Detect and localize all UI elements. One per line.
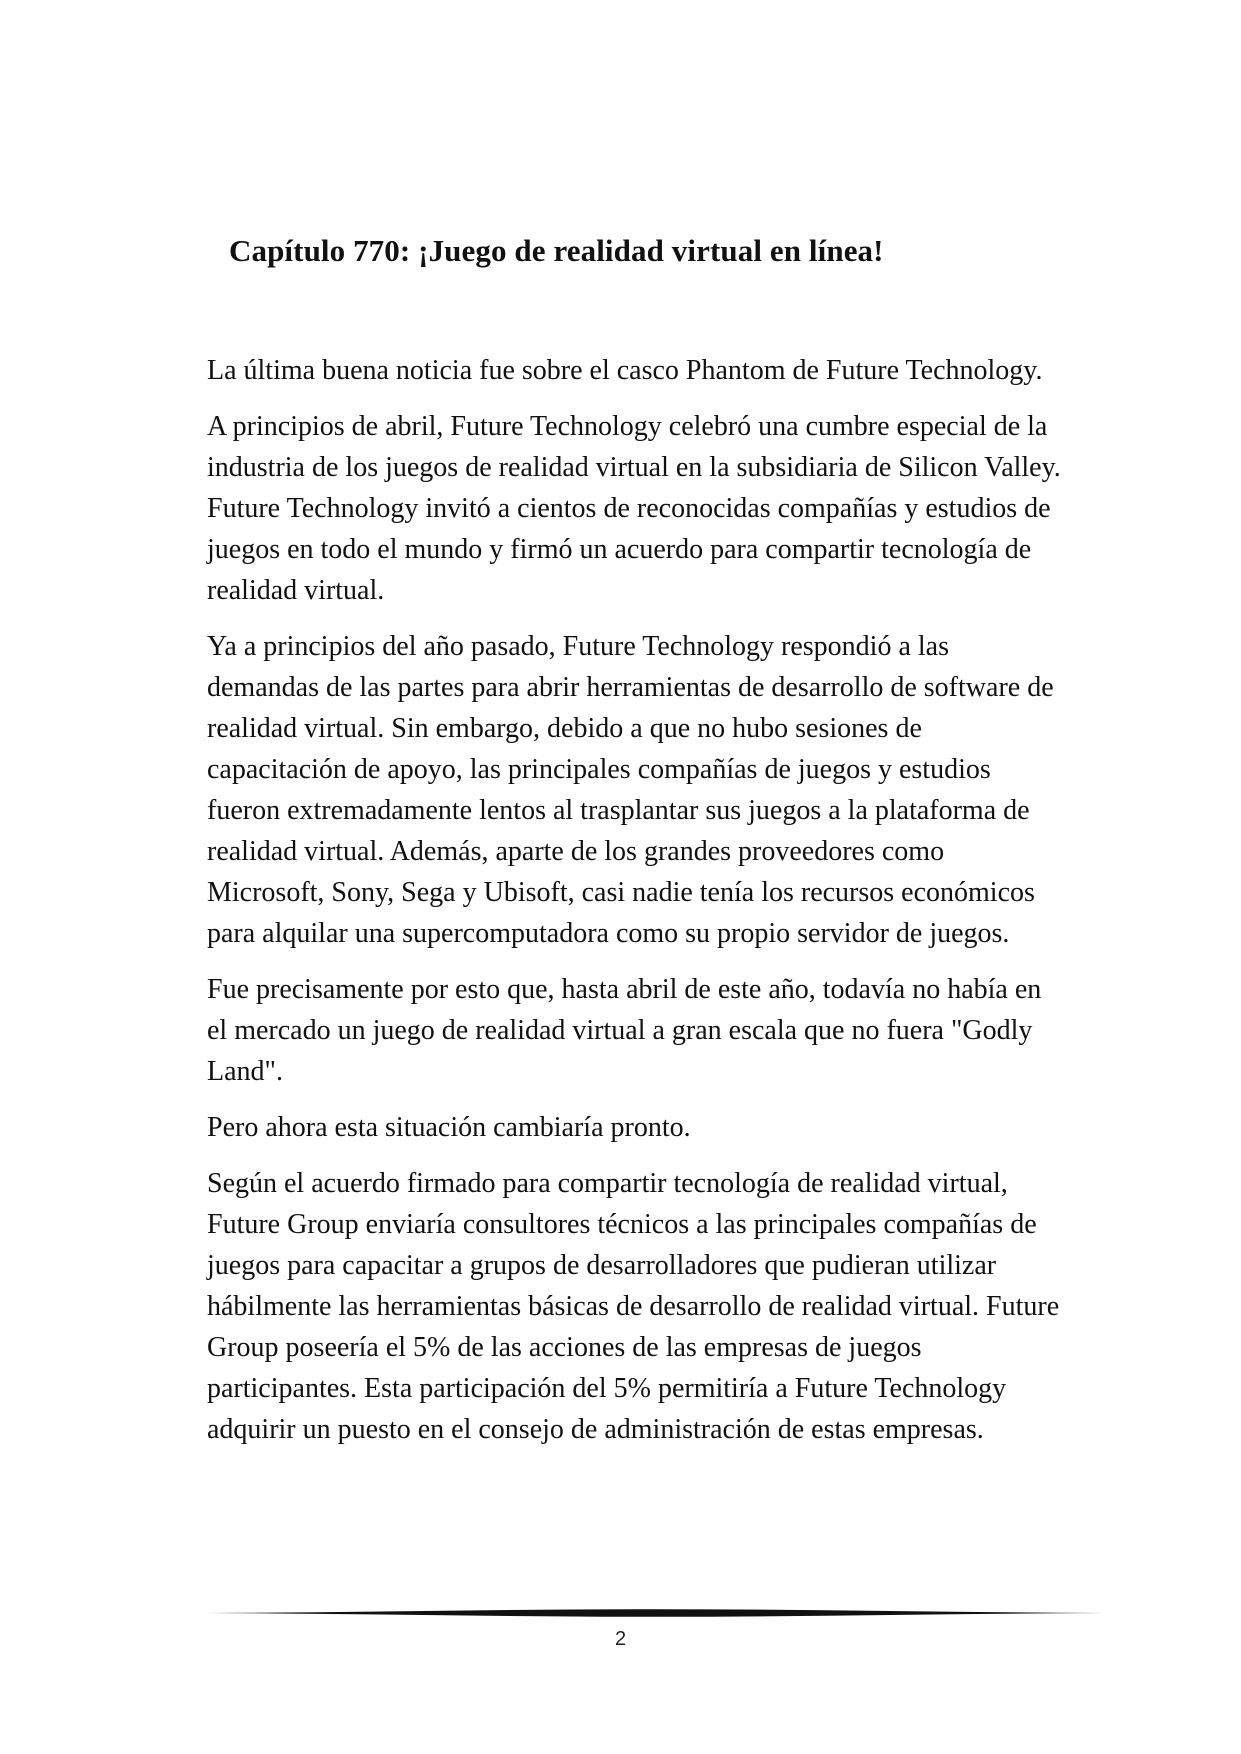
chapter-body bbox=[207, 350, 1067, 1465]
paragraph: Fue precisamente por esto que, hasta abril de este año, todavía no había en el mercado un juego de realidad virtual a gran escala que no fuera "Godly Land". bbox=[207, 974, 1042, 1087]
paragraph: Pero ahora esta situación cambiaría pronto. bbox=[207, 1112, 691, 1143]
paragraph: A principios de abril, Future Technology celebró una cumbre especial de la industria de los juegos de realidad virtual en la subsidiaria de Silicon Valley. Future Technology invitó a cientos de reconocidas compañías y estudios de juegos en todo el mundo y firmó un acuerdo para compartir tecnología de realidad virtual. bbox=[207, 411, 1061, 606]
paragraph: Según el acuerdo firmado para compartir tecnología de realidad virtual, Future Group enviaría consultores técnicos a las principales compañías de juegos para capacitar a grupos de desarrolladores que pudieran utilizar hábilmente las herramientas básicas de desarrollo de realidad virtual. Future Group poseería el 5% de las acciones de las empresas de juegos participantes. Esta participación del 5% permitiría a Future Technology adquirir un puesto en el consejo de administración de estas empresas. bbox=[207, 1168, 1060, 1445]
paragraph: La última buena noticia fue sobre el casco Phantom de Future Technology. bbox=[207, 355, 1043, 386]
page-number: 2 bbox=[614, 1628, 627, 1650]
footer-divider bbox=[207, 1608, 1104, 1618]
chapter-title: Capítulo 770: ¡Juego de realidad virtual en línea! bbox=[229, 233, 884, 268]
paragraph: Ya a principios del año pasado, Future Technology respondió a las demandas de las partes para abrir herramientas de desarrollo de software de realidad virtual. Sin embargo, debido a que no hubo sesiones de capacitación de apoyo, las principales compañías de juegos y estudios fueron extremadamente lentos al trasplantar sus juegos a la plataforma de realidad virtual. Además, aparte de los grandes proveedores como Microsoft, Sony, Sega y Ubisoft, casi nadie tenía los recursos económicos para alquilar una supercomputadora como su propio servidor de juegos. bbox=[207, 631, 1054, 949]
